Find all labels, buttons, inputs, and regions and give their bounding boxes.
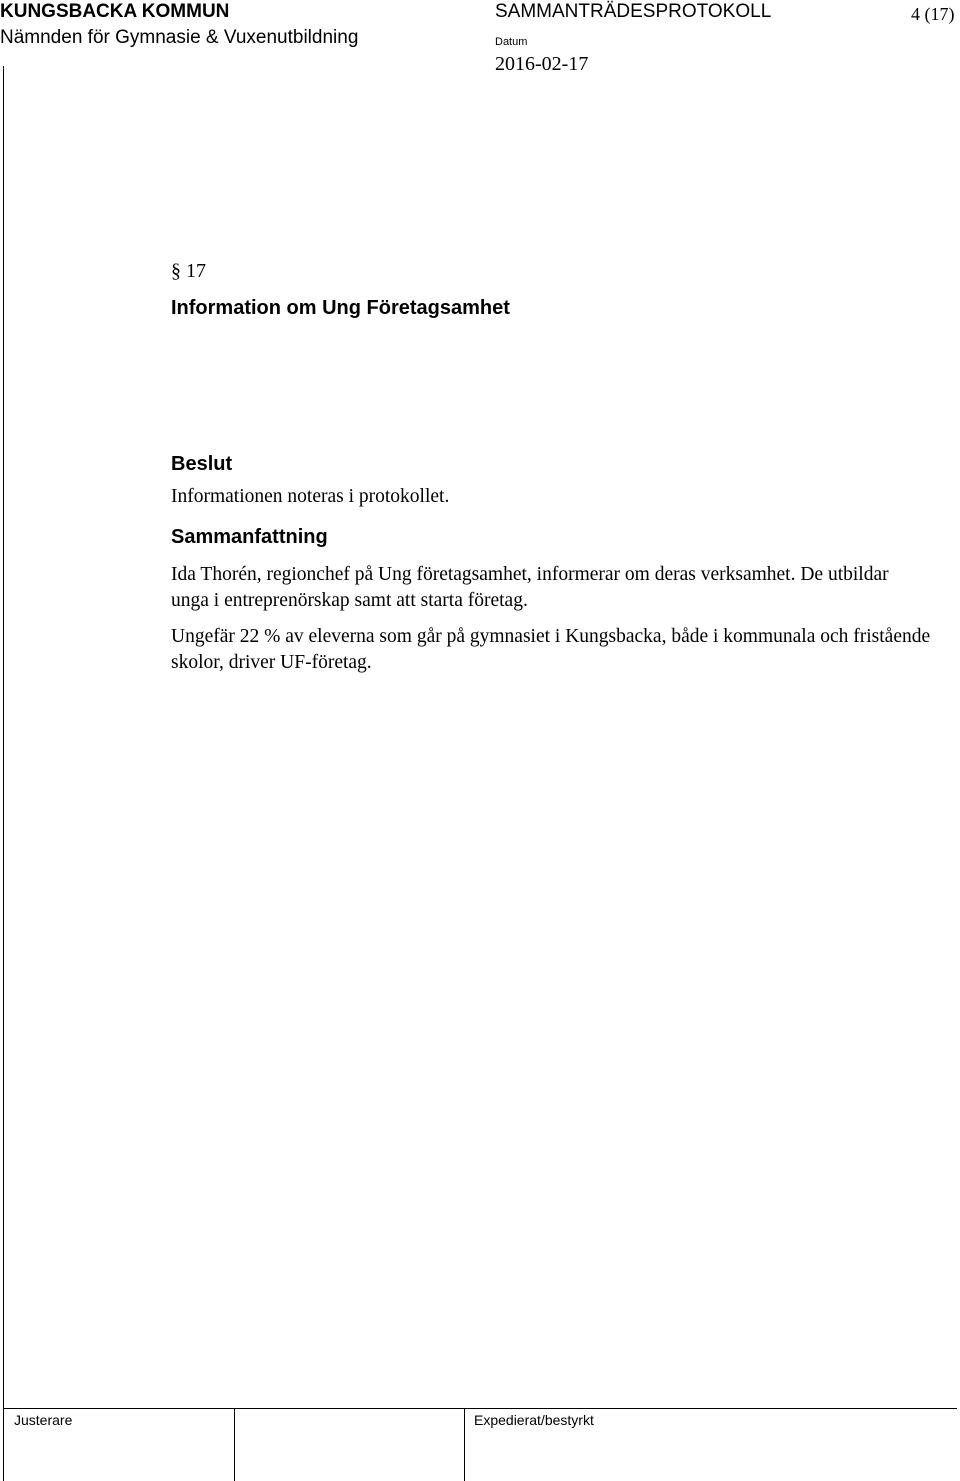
date-label: Datum (495, 36, 528, 48)
decision-text: Informationen noteras i protokollet. (171, 486, 450, 507)
page-number: 4 (17) (911, 4, 955, 24)
committee-name: Nämnden för Gymnasie & Vuxenutbildning (0, 27, 359, 48)
footer-expedierat-label: Expedierat/bestyrkt (474, 1412, 594, 1428)
date-value: 2016-02-17 (495, 53, 589, 75)
summary-heading: Sammanfattning (171, 526, 328, 548)
summary-paragraph-1: Ida Thorén, regionchef på Ung företagsamhet, informerar om deras verksamhet. De utbildar unga i entreprenörskap samt att starta företag. (171, 564, 889, 611)
footer-justerare-label: Justerare (14, 1412, 73, 1428)
section-title: Information om Ung Företagsamhet (171, 297, 510, 319)
footer-divider-1 (234, 1408, 235, 1481)
footer-rule (3, 1408, 957, 1409)
summary-paragraph-2: Ungefär 22 % av eleverna som går på gymnasiet i Kungsbacka, både i kommunala och fristående skolor, driver UF-företag. (171, 626, 931, 673)
document-type: SAMMANTRÄDESPROTOKOLL (495, 1, 772, 22)
section-number: § 17 (171, 260, 206, 282)
footer-divider-2 (464, 1408, 465, 1481)
decision-heading: Beslut (171, 453, 233, 475)
left-margin-rule (3, 66, 4, 1481)
organization-name: KUNGSBACKA KOMMUN (0, 1, 230, 22)
